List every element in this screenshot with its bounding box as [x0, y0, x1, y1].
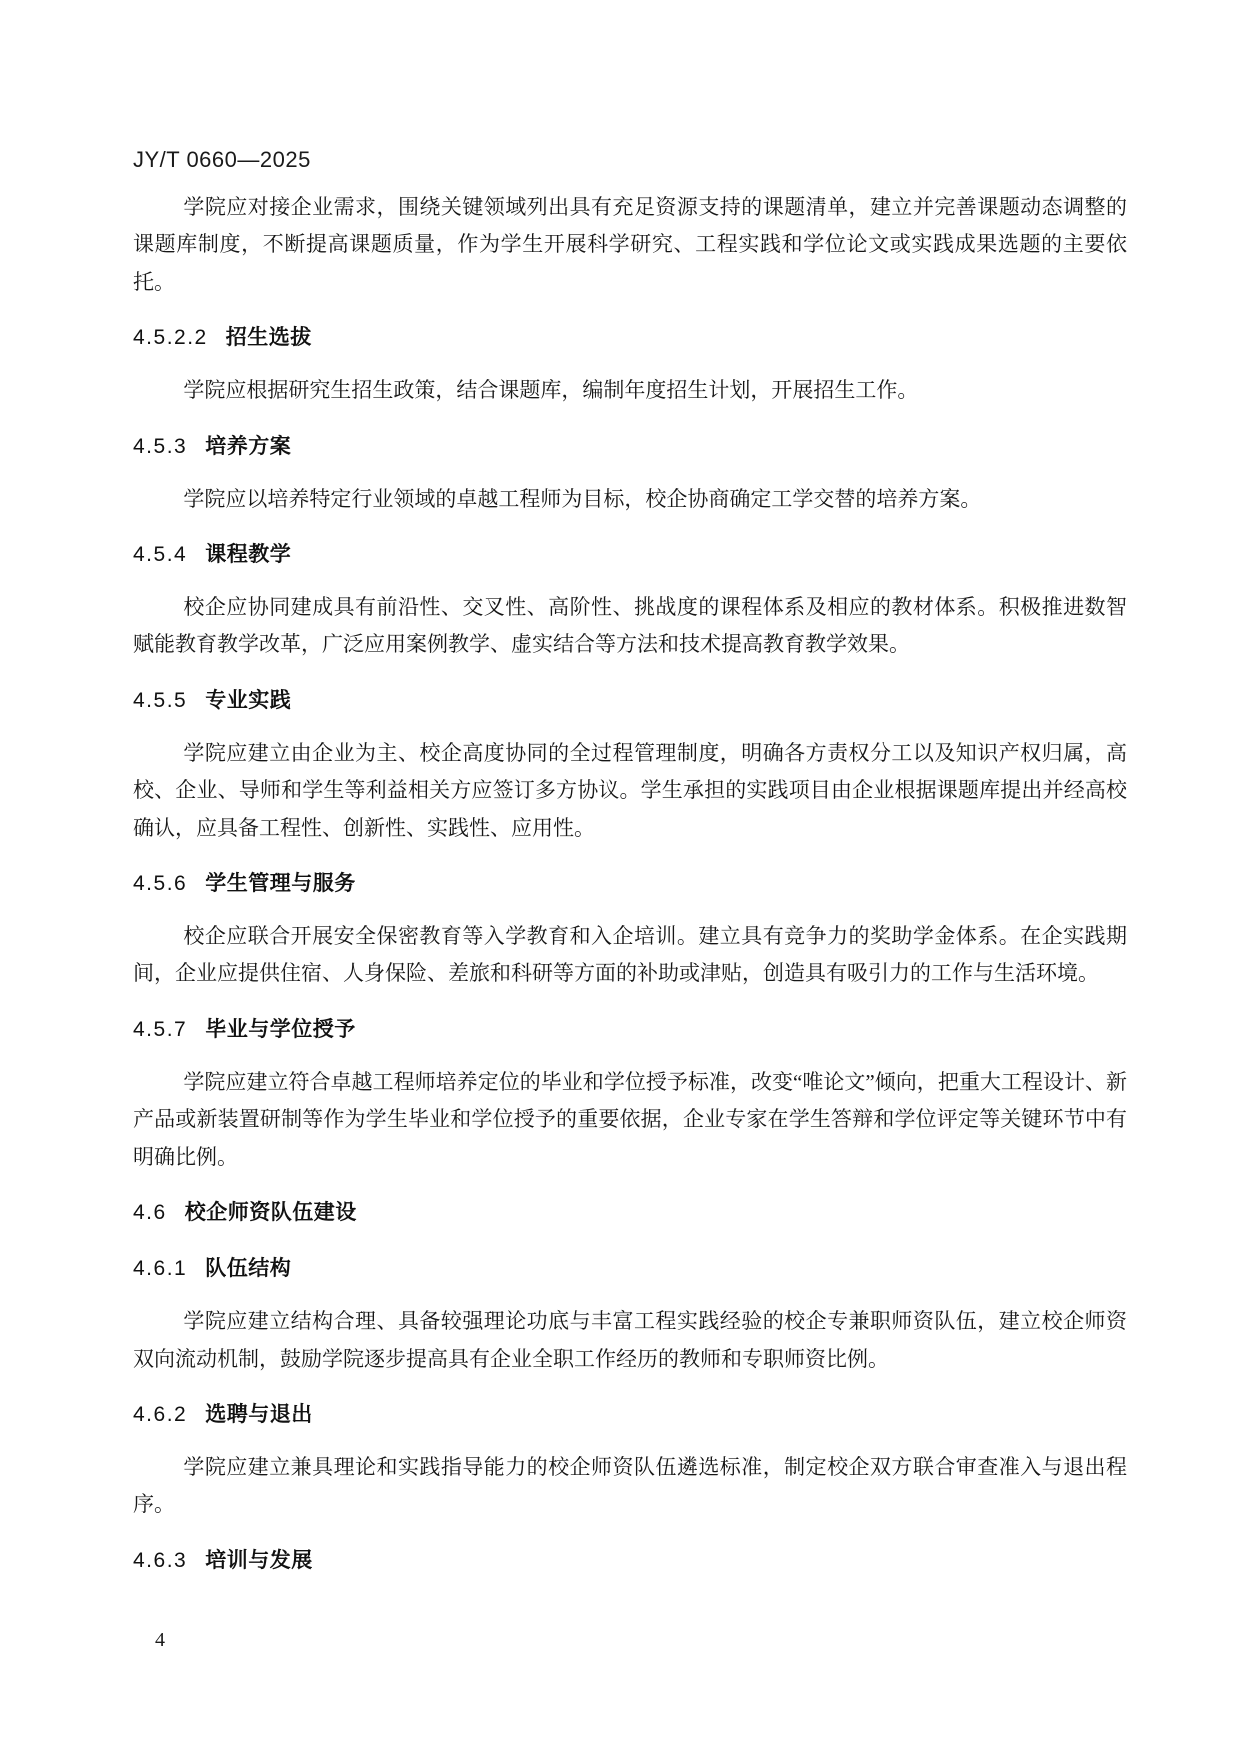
clause-title: 学生管理与服务: [205, 872, 356, 896]
heading-4-5-2-2: [133, 319, 1127, 357]
clause-title: 毕业与学位授予: [205, 1017, 356, 1041]
clause-title: 招生选拔: [225, 326, 312, 350]
document-body: [133, 189, 1127, 1580]
paragraph-topic-library: 学院应对接企业需求，围绕关键领域列出具有充足资源支持的课题清单，建立并完善课题动态调整的课题库制度，不断提高课题质量，作为学生开展科学研究、工程实践和学位论文或实践成果选题的主要依托。: [133, 195, 1127, 294]
standard-code-header: JY/T 0660—2025: [133, 147, 311, 172]
clause-title: 课程教学: [205, 543, 292, 567]
paragraph-professional-practice: 学院应建立由企业为主、校企高度协同的全过程管理制度，明确各方责权分工以及知识产权归属，高校、企业、导师和学生等利益相关方应签订多方协议。学生承担的实践项目由企业根据课题库提出并经高校确认，应具备工程性、创新性、实践性、应用性。: [133, 740, 1127, 840]
paragraph-student-services: 校企应联合开展安全保密教育等入学教育和入企培训。建立具有竞争力的奖助学金体系。在企实践期间，企业应提供住宿、人身保险、差旅和科研等方面的补助或津贴，创造具有吸引力的工作与生活环境。: [133, 924, 1127, 986]
clause-title: 校企师资队伍建设: [184, 1201, 357, 1225]
clause-number: 4.5.6: [133, 872, 188, 896]
heading-4-6: [133, 1194, 1127, 1232]
clause-title: 队伍结构: [205, 1257, 292, 1281]
clause-number: 4.5.4: [133, 543, 188, 567]
clause-title: 选聘与退出: [205, 1402, 313, 1426]
paragraph-course-teaching: 校企应协同建成具有前沿性、交叉性、高阶性、挑战度的课程体系及相应的教材体系。积极推进数智赋能教育教学改革，广泛应用案例教学、虚实结合等方法和技术提高教育教学效果。: [133, 595, 1127, 657]
heading-4-6-2: [133, 1396, 1127, 1434]
paragraph-faculty-structure: 学院应建立结构合理、具备较强理论功底与丰富工程实践经验的校企专兼职师资队伍，建立校企师资双向流动机制，鼓励学院逐步提高具有企业全职工作经历的教师和专职师资比例。: [133, 1309, 1127, 1371]
paragraph-training-plan: 学院应以培养特定行业领域的卓越工程师为目标，校企协商确定工学交替的培养方案。: [183, 486, 982, 511]
clause-number: 4.6.3: [133, 1548, 188, 1572]
heading-4-5-5: [133, 682, 1127, 720]
clause-number: 4.5.3: [133, 434, 188, 458]
paragraph-admission: 学院应根据研究生招生政策，结合课题库，编制年度招生计划，开展招生工作。: [183, 378, 919, 403]
paragraph-recruitment-exit: 学院应建立兼具理论和实践指导能力的校企师资队伍遴选标准，制定校企双方联合审查准入与退出程序。: [133, 1454, 1127, 1517]
clause-number: 4.5.7: [133, 1017, 188, 1041]
paragraph-graduation-degree: 学院应建立符合卓越工程师培养定位的毕业和学位授予标准，改变“唯论文”倾向，把重大工程设计、新产品或新装置研制等作为学生毕业和学位授予的重要依据，企业专家在学生答辩和学位评定等关键环节中有明确比例。: [133, 1069, 1127, 1169]
clause-title: 专业实践: [205, 688, 292, 712]
page-number: 4: [155, 1629, 165, 1651]
clause-number: 4.5.2.2: [133, 326, 208, 350]
clause-number: 4.6.1: [133, 1257, 188, 1281]
clause-title: 培训与发展: [205, 1548, 313, 1572]
clause-title: 培养方案: [205, 434, 292, 458]
heading-4-5-4: [133, 536, 1127, 574]
clause-number: 4.6: [133, 1201, 167, 1225]
heading-4-5-3: [133, 428, 1127, 466]
heading-4-5-6: [133, 865, 1127, 903]
heading-4-5-7: [133, 1011, 1127, 1049]
heading-4-6-3: [133, 1542, 1127, 1580]
clause-number: 4.6.2: [133, 1402, 188, 1426]
clause-number: 4.5.5: [133, 688, 188, 712]
heading-4-6-1: [133, 1250, 1127, 1288]
